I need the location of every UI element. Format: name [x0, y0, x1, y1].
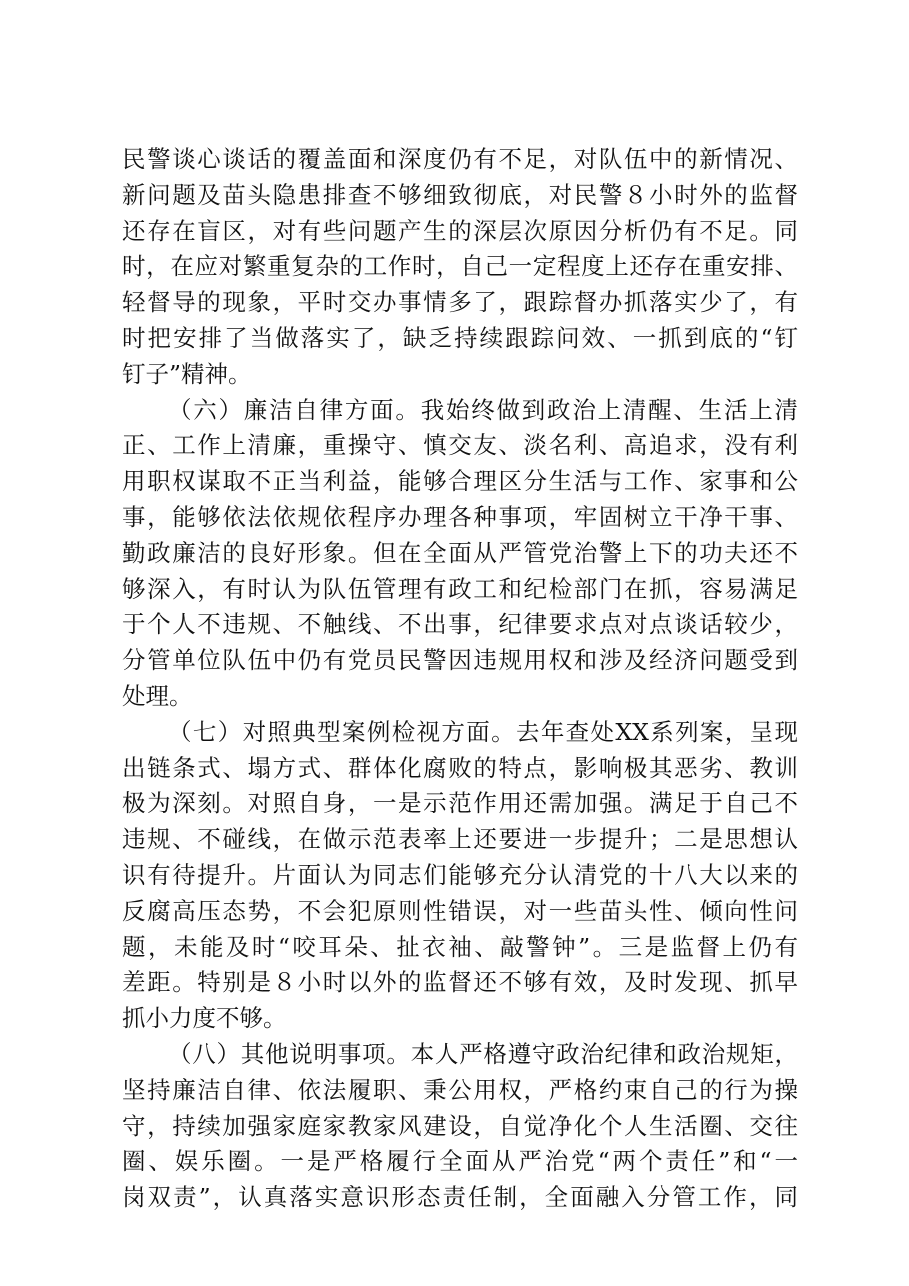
text-line: 出链条式、塌方式、群体化腐败的特点，影响极其恶劣、教训: [122, 753, 798, 782]
text-line: （六）廉洁自律方面。我始终做到政治上清醒、生活上清: [168, 395, 798, 424]
text-line: 反腐高压态势，不会犯原则性错误，对一些苗头性、倾向性问: [122, 896, 798, 925]
text-line: 民警谈心谈话的覆盖面和深度仍有不足，对队伍中的新情况、: [122, 145, 798, 173]
text-line: 钉子”精神。: [122, 359, 252, 388]
text-line: 时，在应对繁重复杂的工作时，自己一定程度上还存在重安排、: [122, 252, 798, 281]
paragraph-six-integrity: [122, 393, 798, 715]
text-line: 轻督导的现象，平时交办事情多了，跟踪督办抓落实少了，有: [122, 288, 798, 317]
text-line: 识有待提升。片面认为同志们能够充分认清党的十八大以来的: [122, 860, 798, 889]
paragraph-eight-other-matters: [122, 1037, 798, 1216]
text-line: 分管单位队伍中仍有党员民警因违规用权和涉及经济问题受到: [122, 646, 798, 675]
text-line: 用职权谋取不正当利益，能够合理区分生活与工作、家事和公: [122, 467, 798, 496]
document-body: [122, 142, 798, 1216]
text-line: 处理。: [122, 681, 193, 710]
text-line: 勤政廉洁的良好形象。但在全面从严管党治警上下的功夫还不: [122, 538, 798, 567]
text-line: 差距。特别是８小时以外的监督还不够有效，及时发现、抓早: [122, 968, 798, 997]
text-line: 够深入，有时认为队伍管理有政工和纪检部门在抓，容易满足: [122, 574, 798, 603]
text-line: 正、工作上清廉，重操守、慎交友、淡名利、高追求，没有利: [122, 431, 798, 460]
text-line: 还存在盲区，对有些问题产生的深层次原因分析仍有不足。同: [122, 216, 798, 245]
text-line: 题，未能及时“咬耳朵、扯衣袖、敲警钟”。三是监督上仍有: [122, 932, 798, 961]
text-line: 时把安排了当做落实了，缺乏持续跟踪问效、一抓到底的“钉: [122, 323, 798, 352]
text-line: 抓小力度不够。: [122, 1004, 287, 1033]
paragraph-continuation: [122, 142, 798, 393]
text-line: （八）其他说明事项。本人严格遵守政治纪律和政治规矩，: [168, 1039, 798, 1068]
text-line: （七）对照典型案例检视方面。去年查处XX系列案，呈现: [168, 717, 798, 746]
text-line: 于个人不违规、不触线、不出事，纪律要求点对点谈话较少，: [122, 610, 798, 639]
paragraph-seven-case-review: [122, 715, 798, 1037]
text-line: 极为深刻。对照自身，一是示范作用还需加强。满足于自己不: [122, 789, 798, 818]
text-line: 坚持廉洁自律、依法履职、秉公用权，严格约束自己的行为操: [122, 1075, 798, 1104]
text-line: 守，持续加强家庭家教家风建设，自觉净化个人生活圈、交往: [122, 1111, 798, 1140]
text-line: 圈、娱乐圈。一是严格履行全面从严治党“两个责任”和“一: [122, 1147, 798, 1176]
text-line: 新问题及苗头隐患排查不够细致彻底，对民警８小时外的监督: [122, 180, 798, 209]
text-line: 事，能够依法依规依程序办理各种事项，牢固树立干净干事、: [122, 502, 798, 531]
text-line: 违规、不碰线，在做示范表率上还要进一步提升；二是思想认: [122, 825, 798, 854]
text-line: 岗双责”，认真落实意识形态责任制，全面融入分管工作，同: [122, 1183, 798, 1212]
